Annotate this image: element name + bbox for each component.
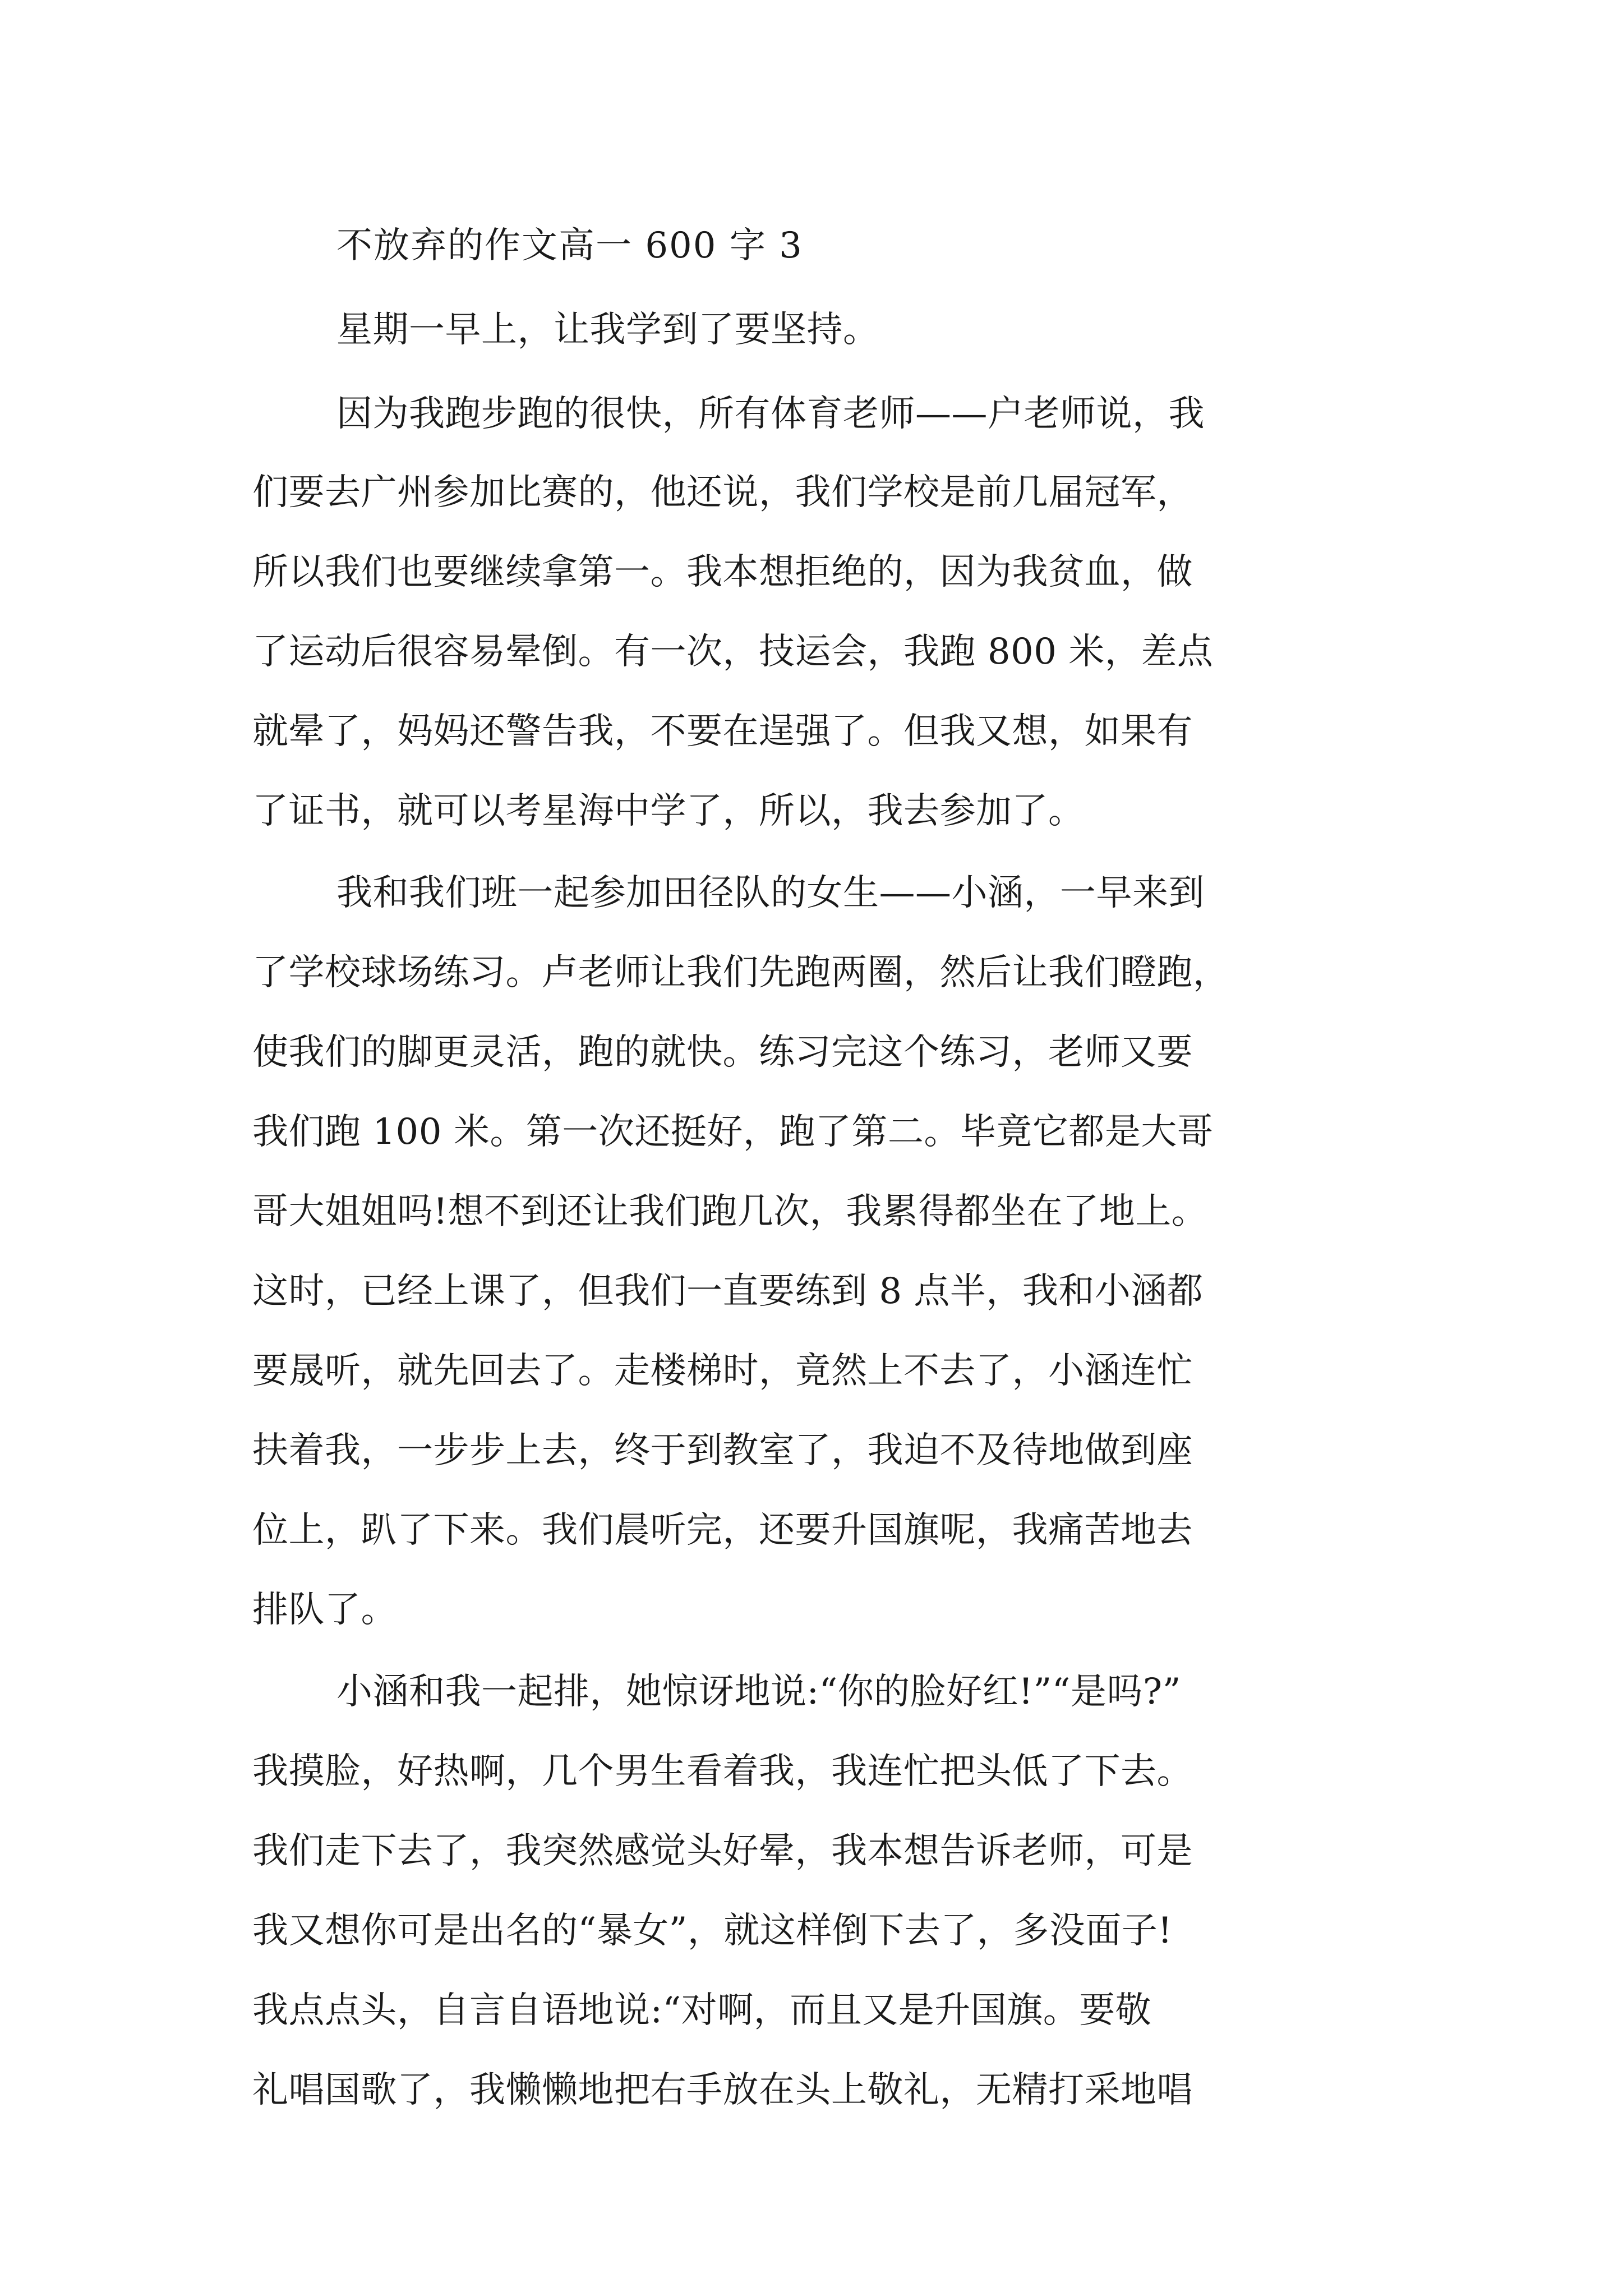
text-line: 要晟听，就先回去了。走楼梯时，竟然上不去了，小涵连忙 [252,1350,1193,1392]
text-line: 位上，趴了下来。我们晨听完，还要升国旗呢，我痛苦地去 [252,1510,1193,1551]
text-line: 我们走下去了，我突然感觉头好晕，我本想告诉老师，可是 [252,1830,1193,1872]
text-line: 我和我们班一起参加田径队的女生——小涵，一早来到 [336,872,1205,914]
text-line: 了运动后很容易晕倒。有一次，技运会，我跑 800 米，差点 [252,631,1214,673]
text-line: 所以我们也要继续拿第一。我本想拒绝的，因为我贫血，做 [252,551,1193,593]
text-line: 排队了。 [252,1589,397,1631]
text-line: 因为我跑步跑的很快，所有体育老师——户老师说，我 [336,393,1205,435]
text-line: 使我们的脚更灵活，跑的就快。练习完这个练习，老师又要 [252,1032,1193,1073]
text-line: 小涵和我一起排，她惊讶地说:“你的脸好红!”“是吗?” [336,1671,1181,1713]
text-line: 星期一早上，让我学到了要坚持。 [336,309,879,351]
text-line: 我点点头，自言自语地说:“对啊，而且又是升国旗。要敬 [252,1990,1152,2031]
text-line: 就晕了，妈妈还警告我，不要在逞强了。但我又想，如果有 [252,711,1193,752]
text-line: 我们跑 100 米。第一次还挺好，跑了第二。毕竟它都是大哥 [252,1111,1214,1153]
text-line: 扶着我，一步步上去，终于到教室了，我迫不及待地做到座 [252,1430,1193,1471]
text-line: 们要去广州参加比赛的，他还说，我们学校是前几届冠军， [252,472,1193,513]
text-line: 哥大姐姐吗!想不到还让我们跑几次，我累得都坐在了地上。 [252,1191,1208,1232]
text-line: 这时，已经上课了，但我们一直要练到 8 点半，我和小涵都 [252,1271,1204,1312]
document-title: 不放弃的作文高一 600 字 3 [336,225,803,266]
text-line: 我又想你可是出名的“暴女”，就这样倒下去了，多没面子! [252,1910,1173,1952]
text-line: 我摸脸，好热啊，几个男生看着我，我连忙把头低了下去。 [252,1751,1193,1792]
text-line: 了学校球场练习。卢老师让我们先跑两圈，然后让我们瞪跑， [252,952,1229,993]
text-line: 礼唱国歌了，我懒懒地把右手放在头上敬礼，无精打采地唱 [252,2069,1193,2111]
text-line: 了证书，就可以考星海中学了，所以，我去参加了。 [252,790,1085,832]
